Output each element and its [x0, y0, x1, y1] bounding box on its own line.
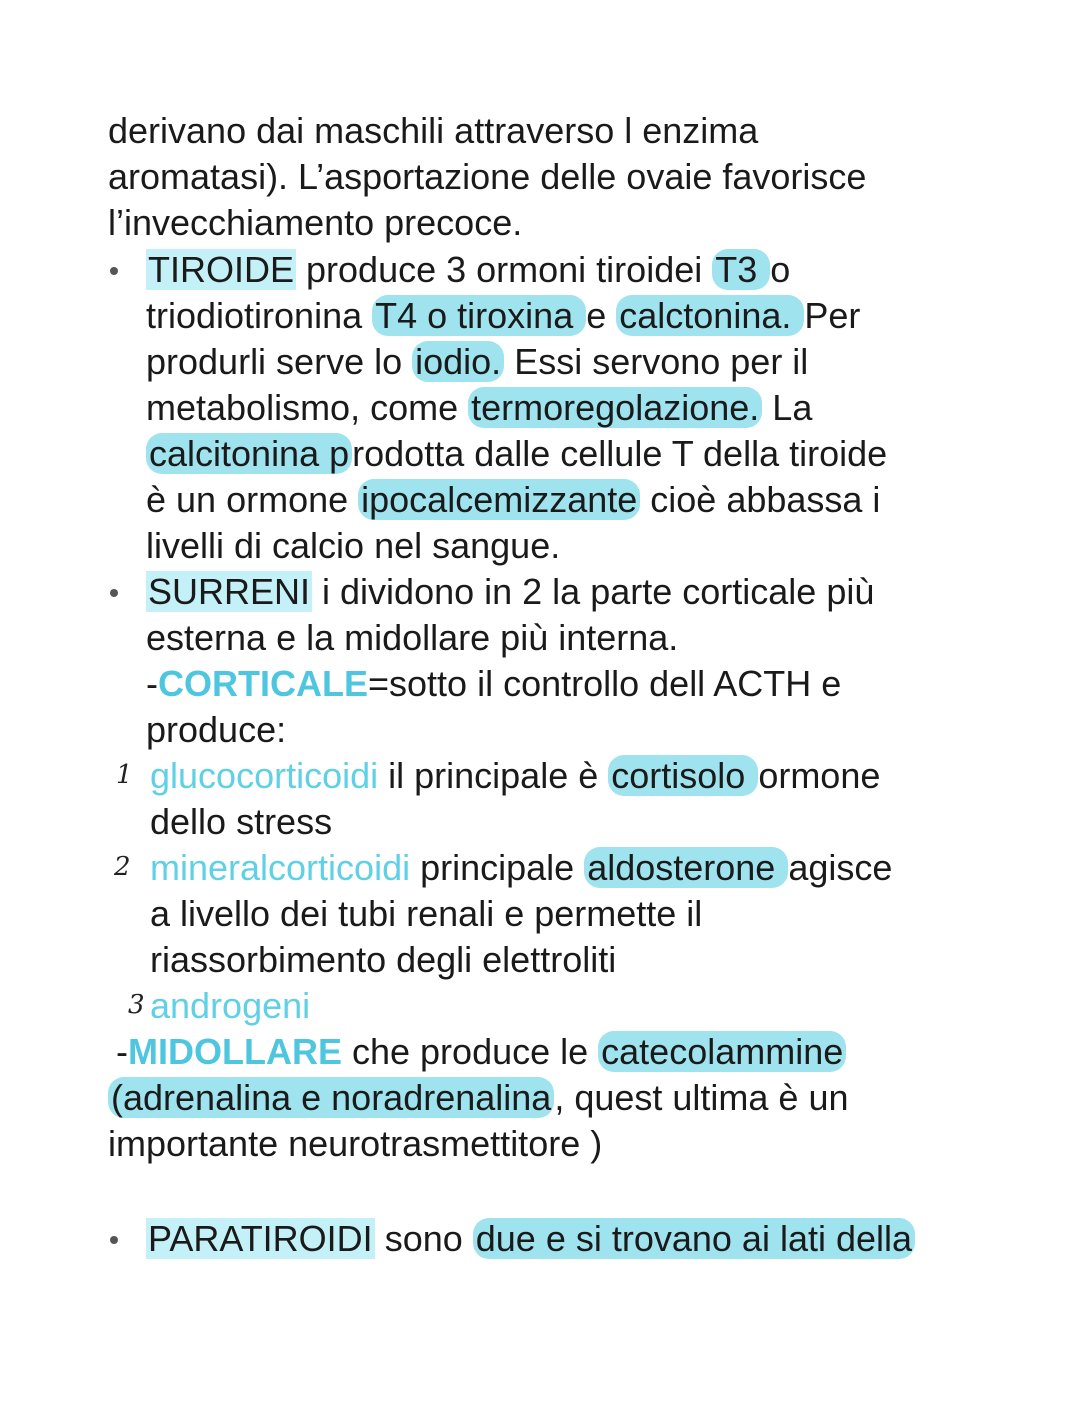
highlight-catecolammine: catecolammine — [598, 1031, 846, 1072]
text-line: mineralcorticoidi principale aldosterone agisce — [150, 847, 893, 888]
handwritten-number: 3 — [128, 990, 145, 1020]
text-line: -CORTICALE=sotto il controllo dell ACTH e — [146, 663, 842, 704]
highlight-cortisolo: cortisolo — [608, 755, 758, 796]
highlight-due-lati: due e si trovano ai lati della — [473, 1218, 915, 1259]
corticale-heading: CORTICALE — [158, 663, 368, 704]
bullet-dot — [110, 589, 118, 597]
text-line: è un ormone ipocalcemizzante cioè abbassa i — [146, 479, 881, 520]
text-line — [150, 983, 310, 1029]
highlight-adrenalina: (adrenalina e noradrenalina — [108, 1077, 554, 1118]
text-line: produce: — [146, 709, 287, 750]
text-line: glucocorticoidi il principale è cortisolo ormone — [150, 755, 881, 796]
text-line: TIROIDE produce 3 ormoni tiroidei T3 o — [148, 249, 791, 290]
highlight-t3: T3 — [712, 249, 770, 290]
highlight-ipocalcemizzante: ipocalcemizzante — [358, 479, 640, 520]
bullet-dot — [110, 267, 118, 275]
highlight-tiroide: TIROIDE — [148, 249, 295, 290]
glucocorticoidi-term: glucocorticoidi — [150, 755, 379, 796]
text-line: calcitonina prodotta dalle cellule T della tiroide — [146, 431, 887, 477]
highlight-termoregolazione: termoregolazione. — [468, 387, 762, 428]
highlight-iodio: iodio. — [412, 341, 504, 382]
text-line: esterna e la midollare più interna. — [146, 617, 679, 658]
text-line: livelli di calcio nel sangue. — [146, 525, 561, 566]
text-line: produrli serve lo iodio. Essi servono per il — [146, 341, 809, 382]
highlight-surreni: SURRENI — [148, 571, 311, 612]
text-line: metabolismo, come termoregolazione. La — [146, 387, 813, 428]
handwritten-number: 1 — [116, 760, 133, 790]
text-line: PARATIROIDI sono due e si trovano ai lati della — [146, 1216, 915, 1262]
text-line: SURRENI i dividono in 2 la parte corticale più — [148, 571, 875, 612]
highlight-t4: T4 o tiroxina — [372, 295, 586, 336]
text-line: l’invecchiamento precoce. — [108, 202, 523, 243]
highlight-paratiroidi: PARATIROIDI — [148, 1218, 373, 1259]
text-line: dello stress — [150, 801, 333, 842]
bullet-dot — [110, 1236, 118, 1244]
text-line: riassorbimento degli elettroliti — [150, 939, 617, 980]
midollare-heading: MIDOLLARE — [128, 1031, 342, 1072]
text-line: importante neurotrasmettitore ) — [108, 1123, 603, 1164]
highlight-calctonina: calctonina. — [616, 295, 804, 336]
text-line: (adrenalina e noradrenalina, quest ultima è un — [108, 1075, 849, 1121]
text-line: a livello dei tubi renali e permette il — [150, 893, 703, 934]
highlight-calcitonina: calcitonina p — [146, 433, 352, 474]
text-line: -MIDOLLARE che produce le catecolammine — [116, 1029, 846, 1075]
text-line: aromatasi). L’asportazione delle ovaie favorisce — [108, 156, 867, 197]
androgeni-term: androgeni — [150, 985, 311, 1026]
text-line: derivano dai maschili attraverso l enzima — [108, 110, 759, 151]
handwritten-number: 2 — [114, 852, 131, 882]
text-line: triodiotironina T4 o tiroxina e calctonina. Per — [146, 295, 861, 336]
highlight-aldosterone: aldosterone — [584, 847, 788, 888]
mineralcorticoidi-term: mineralcorticoidi — [150, 847, 411, 888]
